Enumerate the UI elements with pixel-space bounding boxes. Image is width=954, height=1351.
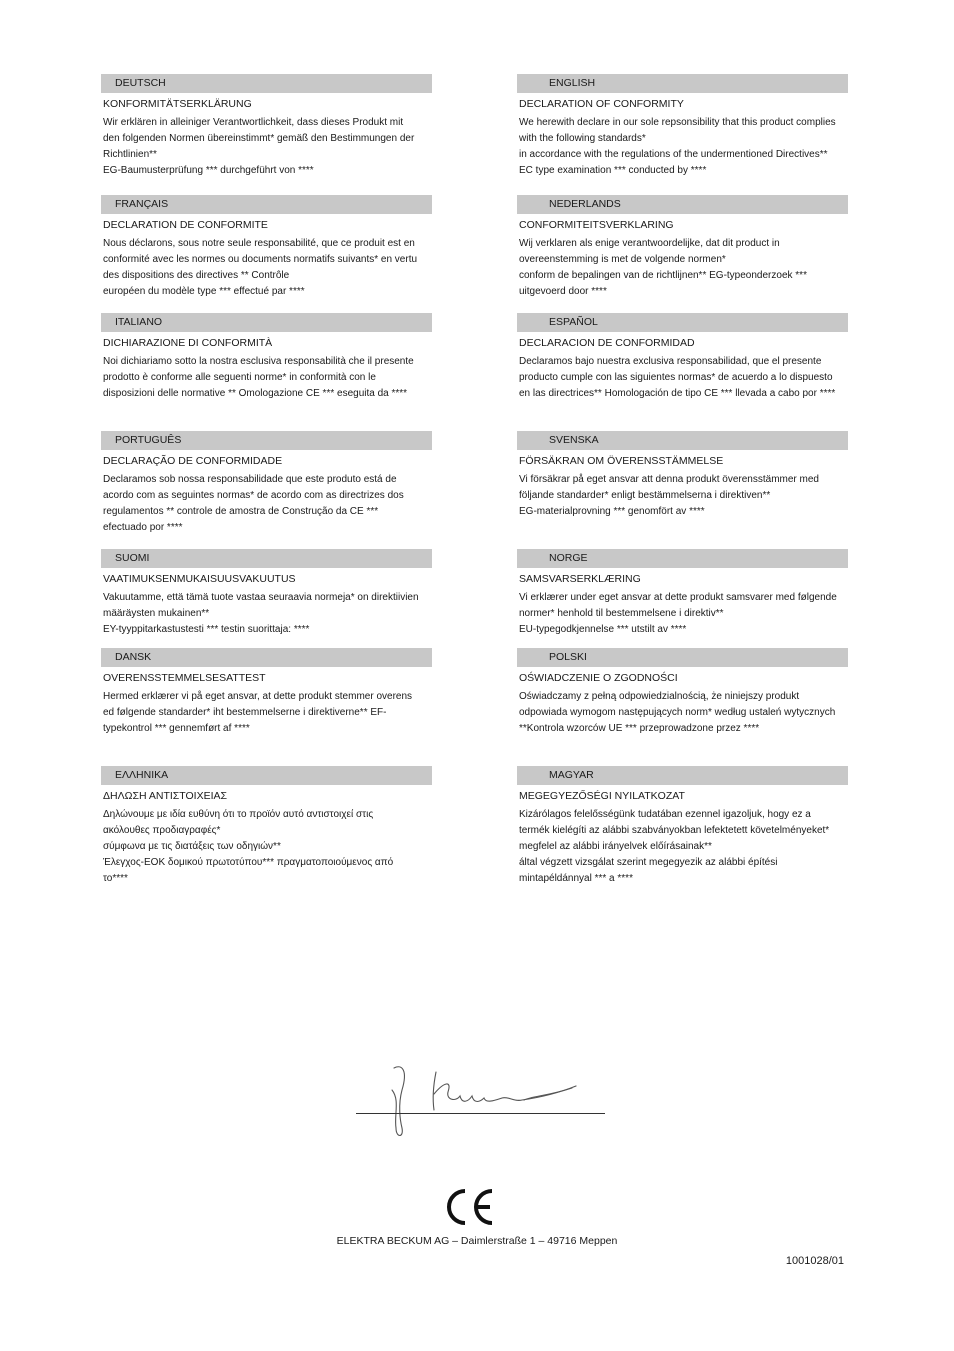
section-text: Declaramos sob nossa responsabilidade que este produto está de acordo com as seguintes normas* de acordo com as directrizes dos regulamentos ** controle de amostra de Construção da CE *** efectuado por **** (103, 474, 404, 533)
section-espanol (517, 313, 848, 402)
section-text: Vi försäkrar på eget ansvar att denna produkt överensstämmer med följande standarder* enligt bestämmelserna i direktiven** EG-materialprovning *** genomfört av **** (519, 474, 819, 517)
section-nederlands (517, 195, 848, 300)
section-heading: SAMSVARSERKLÆRING (519, 573, 641, 585)
language-label: SUOMI (101, 549, 432, 568)
section-text: Vi erklærer under eget ansvar at dette produkt samsvarer med følgende normer* henhold til bestemmelsene i direktiv** EU-typegodkjennelse *** utstilt av **** (519, 592, 837, 635)
section-heading: MEGEGYEZŐSÉGI NYILATKOZAT (519, 790, 685, 802)
language-label: ΕΛΛΗΝΙΚΑ (101, 766, 432, 785)
language-label: NORGE (517, 549, 848, 568)
section-dansk (101, 648, 432, 737)
section-heading: DICHIARAZIONE DI CONFORMITÀ (103, 337, 273, 349)
section-suomi (101, 549, 432, 638)
section-heading: DECLARAÇÃO DE CONFORMIDADE (103, 455, 283, 467)
language-label: DEUTSCH (101, 74, 432, 93)
section-heading: CONFORMITEITSVERKLARING (519, 219, 674, 231)
section-heading: DECLARATION OF CONFORMITY (519, 98, 684, 110)
section-ellinika (101, 766, 432, 887)
section-text: Declaramos bajo nuestra exclusiva responsabilidad, que el presente producto cumple con las siguientes normas* de acuerdo a lo dispuesto en las directrices** Homologación de tipo CE *** llevada a cabo por **** (519, 356, 836, 399)
language-label: SVENSKA (517, 431, 848, 450)
language-label: NEDERLANDS (517, 195, 848, 214)
section-heading: FÖRSÄKRAN OM ÖVERENSSTÄMMELSE (519, 455, 724, 467)
language-label: FRANÇAIS (101, 195, 432, 214)
language-label: ESPAÑOL (517, 313, 848, 332)
document-number: 1001028/01 (785, 1255, 844, 1267)
section-norge (517, 549, 848, 638)
language-label: PORTUGUÊS (101, 431, 432, 450)
ce-mark-icon (446, 1188, 496, 1226)
section-svenska (517, 431, 848, 520)
section-heading: ΔΗΛΩΣΗ ΑΝΤΙΣΤΟΙΧΕΙΑΣ (103, 790, 228, 802)
section-text: Wir erklären in alleiniger Verantwortlichkeit, dass dieses Produkt mit den folgenden Normen übereinstimmt* gemäß den Bestimmungen der Richtlinien** EG-Baumusterprüfung *** durchgeführt von **** (103, 117, 415, 176)
section-heading: VAATIMUKSENMUKAISUUSVAKUUTUS (103, 573, 296, 585)
section-english (517, 74, 848, 179)
section-text: We herewith declare in our sole repsonsibility that this product complies with the following standards* in accordance with the regulations of the undermentioned Directives** EC type examination *** conducted by **** (519, 117, 836, 176)
company-address: ELEKTRA BECKUM AG – Daimlerstraße 1 – 49716 Meppen (336, 1235, 618, 1247)
section-text: Kizárólagos felelősségünk tudatában ezennel igazoljuk, hogy ez a termék kielégíti az alábbi szabványokban lefektetett követelményeket* megfelel az alábbi irányelvek előírásainak** által végzett vizsgálat szerint megegyezik az alábbi építési mintapéldánnyal *** a **** (519, 809, 830, 884)
signature-line (356, 1113, 605, 1114)
language-label: DANSK (101, 648, 432, 667)
section-francais (101, 195, 432, 300)
section-heading: KONFORMITÄTSERKLÄRUNG (103, 98, 252, 110)
language-label: POLSKI (517, 648, 848, 667)
section-heading: DECLARATION DE CONFORMITE (103, 219, 268, 231)
section-text: Noi dichiariamo sotto la nostra esclusiva responsabilità che il presente prodotto è conforme alle seguenti norme* in conformità con le disposizioni delle normative ** Omologazione CE *** eseguita da **** (103, 356, 414, 399)
section-polski (517, 648, 848, 737)
section-heading: OVERENSSTEMMELSESATTEST (103, 672, 266, 684)
signature-image (356, 1060, 606, 1140)
language-label: ENGLISH (517, 74, 848, 93)
section-heading: DECLARACION DE CONFORMIDAD (519, 337, 695, 349)
section-portugues (101, 431, 432, 536)
section-text: Oświadczamy z pełną odpowiedzialnością, że niniejszy produkt odpowiada wymogom następujących norm* według ustaleń wytycznych **Kontrola wzorców UE *** przeprowadzone przez **** (519, 691, 836, 734)
section-italiano (101, 313, 432, 402)
section-magyar (517, 766, 848, 887)
section-heading: OŚWIADCZENIE O ZGODNOŚCI (519, 672, 678, 684)
section-text: Wij verklaren als enige verantwoordelijke, dat dit product in overeenstemming is met de volgende normen* conform de bepalingen van de richtlijnen** EG-typeonderzoek *** uitgevoerd door **** (519, 238, 807, 297)
section-text: Vakuutamme, että tämä tuote vastaa seuraavia normeja* on direktiivien määräysten mukainen** EY-tyyppitarkastustesti *** testin suorittaja: **** (103, 592, 419, 635)
language-label: ITALIANO (101, 313, 432, 332)
section-text: Nous déclarons, sous notre seule responsabilité, que ce produit est en conformité avec les normes ou documents normatifs suivants* en vertu des dispositions des directives ** Contrôle européen du modèle type *** effectué par **** (103, 238, 418, 297)
section-text: Δηλώνουμε με ιδία ευθύνη ότι το προϊόν αυτό αντιστοιχεί στις ακόλουθες προδιαγραφές* σύμφωνα με τις διατάξεις των οδηγιών** Έλεγχος-ΕΟΚ δομικού πρωτοτύπου*** πραγματοποιούμενος από το**** (103, 809, 394, 884)
language-label: MAGYAR (517, 766, 848, 785)
section-text: Hermed erklærer vi på eget ansvar, at dette produkt stemmer overens ed følgende standarder* iht bestemmelserne i direktiverne** EF- typekontrol *** gennemført af **** (103, 691, 413, 734)
section-deutsch (101, 74, 432, 179)
